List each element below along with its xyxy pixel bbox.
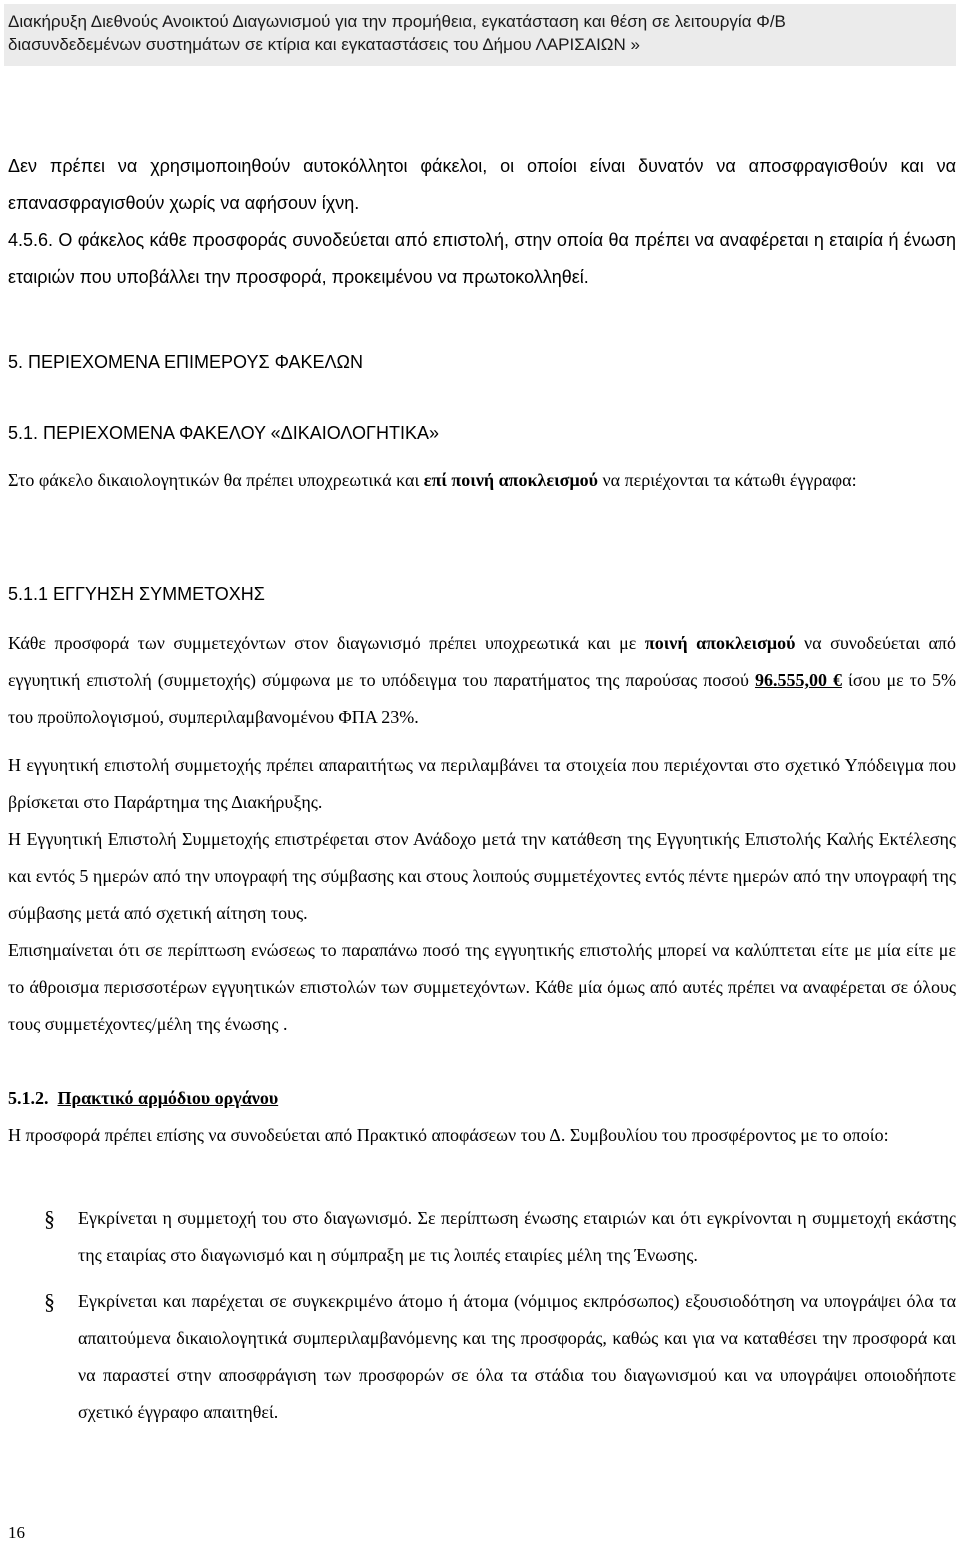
paragraph-5-1-1-a bbox=[8, 625, 956, 736]
list-item bbox=[44, 1283, 956, 1431]
paragraph-5-1-2: Η προσφορά πρέπει επίσης να συνοδεύεται από Πρακτικό αποφάσεων του Δ. Συμβουλίου του προσφέροντος με το οποίο: bbox=[8, 1125, 889, 1145]
paragraph-5-1-1-a-middle: να συνοδεύεται από εγγυητική επιστολή (συμμετοχής) σύμφωνα με το υπόδειγμα του παρατήματος της παρούσας ποσού bbox=[8, 633, 957, 690]
guarantee-amount: 96.555,00 € bbox=[754, 670, 843, 690]
paragraph-5-1-1-d: Επισημαίνεται ότι σε περίπτωση ενώσεως το παραπάνω ποσό της εγγυητικής επιστολής μπορεί να καλύπτεται είτε με μία είτε με το άθροισμα περισσοτέρων εγγυητικών επιστολών των συμμετεχόντων. Κάθε μία όμως από αυτές πρέπει να αναφέρεται σε όλους τους συμμετέχοντες/μέλη της ένωσης . bbox=[8, 940, 956, 1034]
paragraph-5-1-1-b: Η εγγυητική επιστολή συμμετοχής πρέπει απαραιτήτως να περιλαμβάνει τα στοιχεία που περιέχονται στο σχετικό Υπόδειγμα που βρίσκεται στο Παράρτημα της Διακήρυξης. bbox=[8, 755, 956, 812]
header-line-2: διασυνδεδεμένων συστημάτων σε κτίρια και εγκαταστάσεις του Δήμου ΛΑΡΙΣΑΙΩΝ » bbox=[8, 35, 640, 54]
heading-section-5-1: 5.1. ΠΕΡΙΕΧΟΜΕΝΑ ΦΑΚΕΛΟΥ «ΔΙΚΑΙΟΛΟΓΗΤΙΚΑ» bbox=[8, 423, 439, 443]
paragraph-5-1-before: Στο φάκελο δικαιολογητικών θα πρέπει υποχρεωτικά και bbox=[8, 470, 424, 490]
paragraph-5-1-after: να περιέχονται τα κάτωθι έγγραφα: bbox=[598, 470, 857, 490]
conditions-list bbox=[44, 1200, 956, 1440]
heading-section-5: 5. ΠΕΡΙΕΧΟΜΕΝΑ ΕΠΙΜΕΡΟΥΣ ΦΑΚΕΛΩΝ bbox=[8, 352, 363, 372]
paragraph-5-1-1-a-before: Κάθε προσφορά των συμμετεχόντων στον διαγωνισμό πρέπει υποχρεωτικά και με bbox=[8, 633, 645, 653]
heading-section-5-1-1: 5.1.1 ΕΓΓΥΗΣΗ ΣΥΜΜΕΤΟΧΗΣ bbox=[8, 584, 265, 604]
list-item bbox=[44, 1200, 956, 1274]
list-item-text: Εγκρίνεται η συμμετοχή του στο διαγωνισμό. Σε περίπτωση ένωσης εταιριών και ότι εγκρίνονται η συμμετοχή εκάστης της εταιρίας στο διαγωνισμό και η σύμπραξη με τις λοιπές εταιρίες μέλη της Ένωσης. bbox=[78, 1208, 956, 1265]
document-header bbox=[4, 4, 956, 66]
svg-text:§: § bbox=[44, 1207, 55, 1231]
section-sign-bullet-icon bbox=[44, 1207, 58, 1231]
paragraph-envelopes: Δεν πρέπει να χρησιμοποιηθούν αυτοκόλλητοι φάκελοι, οι οποίοι είναι δυνατόν να αποσφραγισθούν και να επανασφραγισθούν χωρίς να αφήσουν ίχνη. bbox=[8, 156, 956, 213]
svg-text:§: § bbox=[44, 1290, 55, 1314]
section-sign-bullet-icon bbox=[44, 1290, 58, 1314]
paragraph-5-1 bbox=[8, 462, 956, 499]
page-number: 16 bbox=[8, 1523, 25, 1542]
exclusion-penalty-text: ποινή αποκλεισμού bbox=[644, 633, 796, 653]
paragraph-5-1-1-c: Η Εγγυητική Επιστολή Συμμετοχής επιστρέφεται στον Ανάδοχο μετά την κατάθεση της Εγγυητικής Επιστολής Καλής Εκτέλεσης και εντός 5 ημερών από την υπογραφή της σύμβασης και στους λοιπούς συμμετέχοντες εντός πέντε ημερών από την υπογραφή της σύμβασης μετά από σχετική αίτηση τους. bbox=[8, 829, 956, 923]
heading-5-1-2-title: Πρακτικό αρμόδιου οργάνου bbox=[57, 1088, 279, 1108]
paragraph-4-5-6: 4.5.6. Ο φάκελος κάθε προσφοράς συνοδεύεται από επιστολή, στην οποία θα πρέπει να αναφέρεται η εταιρία ή ένωση εταιριών που υποβάλλει την προσφορά, προκειμένου να πρωτοκολληθεί. bbox=[8, 230, 956, 287]
paragraph-5-1-1-a-after: ίσου με το 5% του προϋπολογισμού, συμπεριλαμβανομένου ΦΠΑ 23%. bbox=[8, 670, 956, 727]
heading-5-1-2-number: 5.1.2. bbox=[8, 1088, 49, 1108]
list-item-text: Εγκρίνεται και παρέχεται σε συγκεκριμένο άτομο ή άτομα (νόμιμος εκπρόσωπος) εξουσιοδότηση να υπογράψει όλα τα απαιτούμενα δικαιολογητικά συμπεριλαμβανόμενης και της προσφοράς, καθώς και για να καταθέσει την προσφορά και να παραστεί στην αποσφράγιση των προσφορών σε όλα τα στάδια του διαγωνισμού και να υπογράψει οποιοδήποτε σχετικό έγγραφο απαιτηθεί. bbox=[78, 1291, 956, 1422]
header-line-1: Διακήρυξη Διεθνούς Ανοικτού Διαγωνισμού για την προμήθεια, εγκατάσταση και θέση σε λειτουργία Φ/Β bbox=[8, 12, 786, 31]
exclusion-penalty-text: επί ποινή αποκλεισμού bbox=[423, 470, 598, 490]
heading-section-5-1-2 bbox=[8, 1080, 956, 1117]
